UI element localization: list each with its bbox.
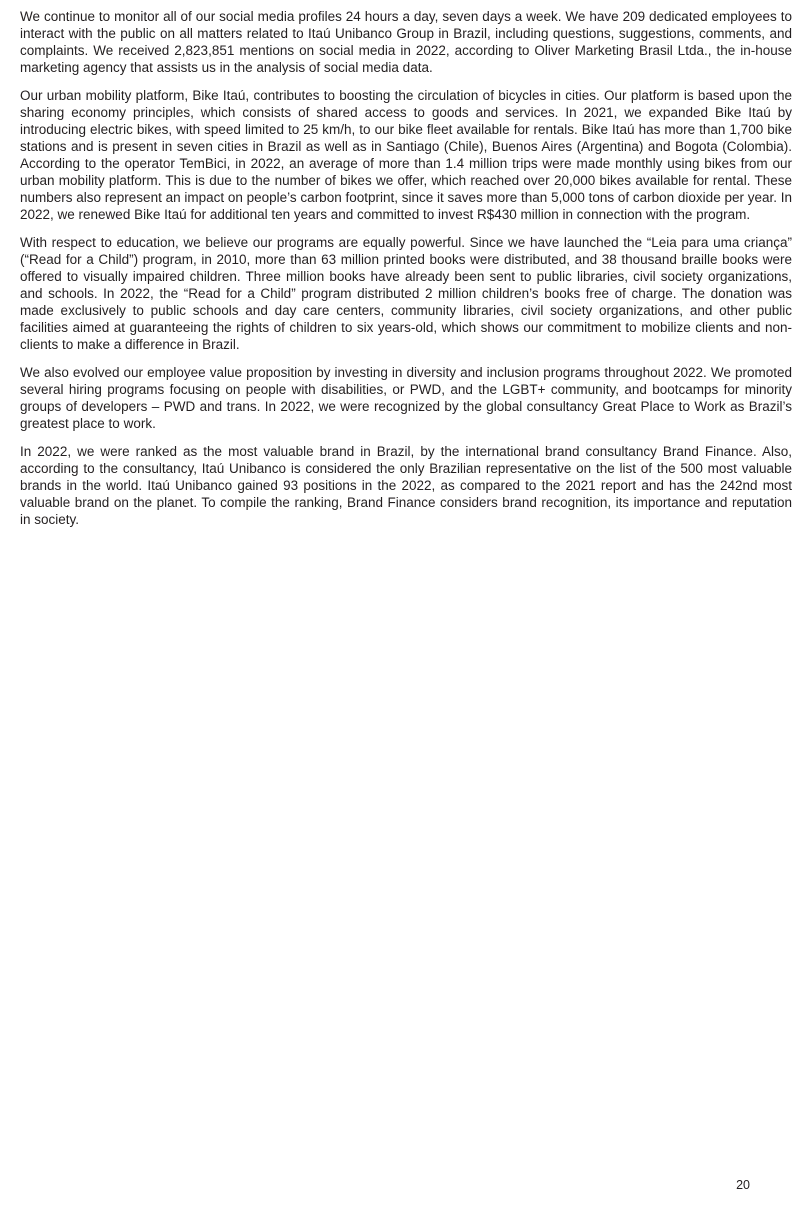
- paragraph-bike-itau: Our urban mobility platform, Bike Itaú, contributes to boosting the circulation of bicycles in cities. Our platform is based upon the sharing economy principles, which consists of shared access to goods and services. In 2021, we expanded Bike Itaú by introducing electric bikes, with speed limited to 25 km/h, to our bike fleet available for rentals. Bike Itaú has more than 1,700 bike stations and is present in seven cities in Brazil as well as in Santiago (Chile), Buenos Aires (Argentina) and Bogota (Colombia). According to the operator TemBici, in 2022, an average of more than 1.4 million trips were made monthly using bikes from our urban mobility platform. This is due to the number of bikes we offer, which reached over 20,000 bikes available for rental. These numbers also represent an impact on people’s carbon footprint, since it saves more than 5,000 tons of carbon dioxide per year. In 2022, we renewed Bike Itaú for additional ten years and committed to invest R$430 million in connection with the program.: [20, 88, 792, 222]
- page-number: 20: [736, 1178, 750, 1192]
- paragraph-brand-value: In 2022, we were ranked as the most valuable brand in Brazil, by the international brand consultancy Brand Finance. Also, according to the consultancy, Itaú Unibanco is considered the only Brazilian representative on the list of the 500 most valuable brands in the world. Itaú Unibanco gained 93 positions in the 2022, as compared to the 2021 report and has the 242nd most valuable brand on the planet. To compile the ranking, Brand Finance considers brand recognition, its importance and reputation in society.: [20, 444, 792, 527]
- page-content: [20, 8, 792, 539]
- paragraph-education: With respect to education, we believe our programs are equally powerful. Since we have launched the “Leia para uma criança” (“Read for a Child”) program, in 2010, more than 63 million printed books were distributed, and 38 thousand braille books were offered to visually impaired children. Three million books have already been sent to public libraries, civil society organizations, and schools. In 2022, the “Read for a Child” program distributed 2 million children’s books free of charge. The donation was made exclusively to public schools and day care centers, community libraries, civil society organizations, and other public facilities aimed at guaranteeing the rights of children to six years-old, which shows our commitment to mobilize clients and non-clients to make a difference in Brazil.: [20, 235, 792, 352]
- paragraph-social-media: We continue to monitor all of our social media profiles 24 hours a day, seven days a week. We have 209 dedicated employees to interact with the public on all matters related to Itaú Unibanco Group in Brazil, including questions, suggestions, comments, and complaints. We received 2,823,851 mentions on social media in 2022, according to Oliver Marketing Brasil Ltda., the in-house marketing agency that assists us in the analysis of social media data.: [20, 9, 792, 75]
- paragraph-diversity: We also evolved our employee value proposition by investing in diversity and inclusion programs throughout 2022. We promoted several hiring programs focusing on people with disabilities, or PWD, and the LGBT+ community, and bootcamps for minority groups of developers – PWD and trans. In 2022, we were recognized by the global consultancy Great Place to Work as Brazil’s greatest place to work.: [20, 365, 792, 431]
